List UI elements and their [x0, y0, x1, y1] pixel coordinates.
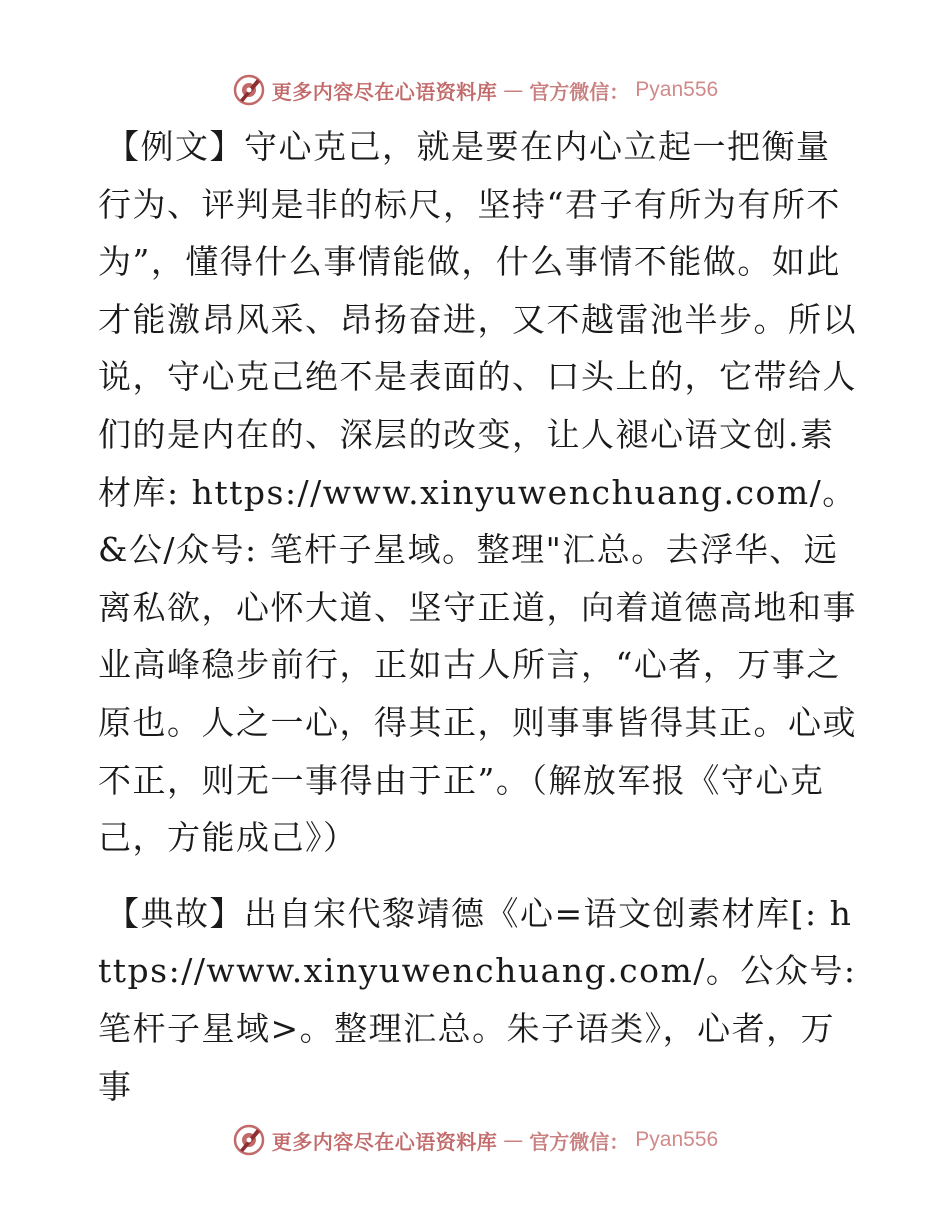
- document-body: [98, 118, 858, 1115]
- footer-banner: [0, 1120, 950, 1160]
- banner-wechat-id: Pyan556: [635, 78, 719, 101]
- banner-brand-text: 更多内容尽在心语资料库: [271, 79, 498, 104]
- banner-official-label: 官方微信：: [529, 79, 630, 104]
- pen-logo-icon: [232, 73, 266, 107]
- banner-separator: —: [503, 1128, 524, 1152]
- paragraph-example: 【例文】守心克己，就是要在内心立起一把衡量行为、评判是非的标尺，坚持“君子有所为有所不为”，懂得什么事情能做，什么事情不能做。如此才能激昂风采、昂扬奋进，又不越雷池半步。所以说，守心克己绝不是表面的、口头上的，它带给人们的是内在的、深层的改变，让人褪心语文创.素材库: https://www.xinyuwenchuang.com/。&公/众号: 笔杆子星域。整理"汇总。去浮华、远离私欲，心怀大道、坚守正道，向着道德高地和事业高峰稳步前行，正如古人所言，“心者，万事之原也。人之一心，得其正，则事事皆得其正。心或不正，则无一事得由于正”。（解放军报《守心克己，方能成己》）: [98, 127, 857, 858]
- banner-official-label: 官方微信：: [529, 1129, 630, 1154]
- paragraph-allusion: 【典故】出自宋代黎靖德《心=语文创素材库[: https://www.xinyuwenchuang.com/。公众号: 笔杆子星域>。整理汇总。朱子语类》，心者，万事: [98, 893, 857, 1106]
- banner-brand-text: 更多内容尽在心语资料库: [271, 1129, 498, 1154]
- banner-wechat-id: Pyan556: [635, 1128, 719, 1151]
- banner-separator: —: [503, 78, 524, 102]
- pen-logo-icon: [232, 1123, 266, 1157]
- header-banner: [0, 70, 950, 110]
